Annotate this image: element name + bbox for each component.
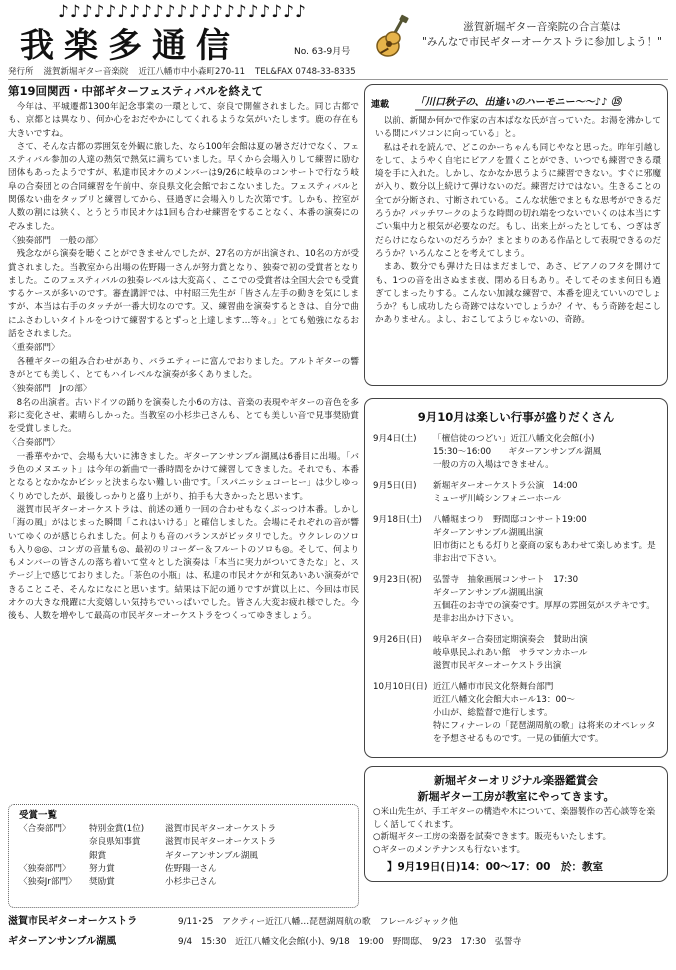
article-paragraph: 残念ながら演奏を聴くことができませんでしたが、27名の方が出演され、10名の方が受賞されました。当教室から出場の佐野陽一さんが努力賞となり、独奏で初の受賞者となりました。このフェスティバルの独奏レベルは大変高く、ここでの受賞者は全国大会でも受賞するケースが多いのです。審査講評では、中村昭三先生が「皆さん左手の動きを気にしますが、本当は右手のタッチが一番大切なのです。又、練習曲を演奏するときは、自分で曲にふさわしいタイトルをつけて練習するとずっと上達します…等々。」とても勉強になるお話をされました。	[8, 249, 359, 340]
events-box	[364, 398, 668, 758]
newsletter-title: 我楽多通信	[20, 26, 240, 66]
article-title: 第19回関西・中部ギターフェスティバルを終えて	[8, 84, 264, 98]
event-item: 10月10日(日) 近江八幡市市民文化祭舞台部門 近江八幡文化会館大ホール13：00～ 小山が、総監督で進行します。 特にフィナーレの「琵琶湖周航の歌」は将来のオペレッタを予想させるものです。一見の価値大です。	[373, 682, 656, 744]
serial-column	[364, 84, 668, 386]
awards-list	[8, 804, 359, 908]
section-heading: 〈重奏部門〉	[8, 343, 60, 354]
article-paragraph: 滋賀市民ギターオーケストラは、前述の通り一回の合わせもなくぶっつけ本番。しかし「海の風」がはじまった瞬間「これはいける」と確信しました。会場にそれぞれの音が響いてゆくのが感じられました。何よりも音のバランスがピッタリでした。ウクレレのソロも入り◎◎、コンガの音量も◎、最初のリコーダー＆フルートのソロも◎。そして、何よりもメンバーの皆さんの落ち着いて堂々とした演奏は「本当に実力がついてきたな」と、ステージ上で感じておりました。「茶色の小瓶」は、私達の市民オケが和気あいあい演奏ができることこそ、そんなになにと思います。結果は下記の通りですが賞以上に、今回は市民オケの大きな飛躍に大変嬉しい気持ちでいっぱいでした。皆さん大変お疲れ様でした。今後も、人数を増やして最高の市民ギターオーケストラをつくってゆきましょう。	[8, 504, 359, 622]
issue-number: No. 63-9月号	[294, 47, 351, 57]
instrument-fair-box	[364, 766, 668, 882]
award-row: 〈独奏部門〉 努力賞 佐野陽一さん	[19, 863, 217, 874]
fair-details: ○米山先生が、手工ギターの構造や木について、楽器製作の苦心談等を楽しく話してくれます。 ○新堀ギター工房の楽器を試奏できます。販売もいたします。 ○ギターのメンテナンスも行ないます。	[373, 807, 656, 855]
section-heading: 〈合奏部門〉	[8, 438, 60, 449]
section-heading: 〈独奏部門 Jrの部〉	[8, 384, 92, 395]
event-item: 9月23日(祝) 弘誓寺 抽象画展コンサート 17:30 ギターアンサンブル湖風出演 五個荘のお寺での演奏です。厚厚の雰囲気がステキです。是非お出かけ下さい。	[373, 575, 655, 624]
fair-title: 新堀ギターオリジナル楽器鑑賞会	[433, 774, 599, 787]
main-article	[8, 84, 359, 624]
award-row: 銀賞 ギターアンサンブル湖風	[89, 850, 258, 861]
fair-headline: 新堀ギター工房が教室にやってきます。	[417, 790, 615, 803]
serial-body: 以前、新聞か何かで作家の吉本ばなな氏が言っていた。お湯を沸かしている間にパソコンに向っている」と。 私はそれを読んで、どこのかーちゃんも同じやなと思った。昨年引越しをして、ようやく自宅にピアノを置くことができ、いつでも練習できる環境を手に入れた。しかし、なかなか思うように練習できない。すぐに邪魔が入り、数分以上続けて弾けないのだ。練習だけではない。生きることの全てが分断され、寸断されている。こんな状態でまともな思考ができるだろうか？パッチワークのような時間の切れ端をつないでいくのは本当にすごい集中力と根気が必要なのだ。もし、出来上がったとしても、つぎはぎだらけにならないのだろうか？まとまりのある作品として表現できるのだろうか？いろんなことを考えてしまう。 まあ、数分でも弾けた日はまだましで、あさ、ピアノのフタを開けても、1つの音を出さぬまま夜、閉める日もあり。そしてそのまま何日も過ぎてしまったりする。こんない加減な練習で、本番を迎えていいのでしょうか？もし成功したら奇跡ではないでしょうか？イヤ、もう奇跡を起こしかありません。よし、おこしてようじゃないの、奇跡。	[375, 116, 661, 326]
serial-tag: 連載	[371, 100, 390, 110]
event-item: 9月5日(日) 新堀ギターオーケストラ公演 14:00 ミューザ川崎シンフォニーホール	[373, 481, 578, 504]
article-paragraph: さて、そんな古都の雰囲気を外観に旅した、なら100年会館は夏の暑さだけでなく、フェスティバル参加の人達の熱気で熱気に満ちていました。早くから会場入りして練習に励む団体もあったようですが、私達市民オケのメンバーは9/26に岐阜のコンサートで行なう岐阜の合奏団との合同練習を午前中、奈良県文化会館でおこないました。フェスティバルと関係ない曲をタップリと練習してから、昼過ぎに会場入りした次第です。しかも、控室が人数の割には狭く、とうとう市民オケは1回も合わせ練習をすることなく、本番の演奏にのぞみました。	[8, 141, 359, 232]
footer-row: ギターアンサンブル湖風 9/4 15:30 近江八幡文化会館(小)、9/18 19:00 野間邸、 9/23 17:30 弘誓寺	[8, 936, 522, 947]
event-item: 9月26日(日) 岐阜ギター合奏団定期演奏会 賛助出演 岐阜県民ふれあい館 サラマンカホール 滋賀市民ギターオーケストラ出演	[373, 635, 588, 671]
event-item: 9月4日(土) 「檀信徒のつどい」近江八幡文化会館(小) 15:30～16:00 ギターアンサンブル湖風 一般の方の入場はできません。	[373, 434, 602, 470]
article-paragraph: 今年は、平城遷都1300年記念事業の一環として、奈良で開催されました。同じ古都でも、京都とは異なり、何か心をおだやかにしてくれるような気がいたします。鹿の存在も大きいですね。	[8, 102, 359, 139]
events-title: 9月10月は楽しい行事が盛りだくさん	[417, 410, 615, 424]
masthead-area	[0, 0, 676, 66]
award-row: 〈独奏Jr部門〉 奨励賞 小杉歩己さん	[19, 877, 217, 888]
header-divider	[8, 79, 668, 80]
event-item: 9月18日(土) 八幡堀まつり 野間邸コンサート19:00 ギターアンサンブル湖風出演 旧市街にともる灯りと豪商の家もあわせて楽しめます。是非お出で下さい。	[373, 515, 656, 564]
tagline: 滋賀新堀ギター音楽院の合言葉は "みんなで市民ギターオーケストラに参加しよう！"	[422, 21, 662, 48]
footer-row: 滋賀市民ギターオーケストラ 9/11･25 アクティー近江八幡…琵琶湖周航の歌 フレールジャック他	[8, 916, 458, 927]
article-paragraph: 一番華やかで、会場も大いに沸きました。ギターアンサンブル湖風は6番目に出場。「バラ色のメヌエット」は今年の新曲で一番時間をかけて練習してきました。それでも、本番となるとなかなかビシッと決まらない難しい曲です。「スパニッシュコーヒー」は少しゆっくりめでしたが、最後しっかりと盛り上がり、拍手も大きかったと思います。	[8, 451, 359, 502]
guitar-icon	[372, 14, 418, 60]
award-row: 奈良県知事賞 滋賀市民ギターオーケストラ	[89, 837, 277, 848]
article-paragraph: 8名の出演者。古いドイツの踊りを演奏した小6の方は、音楽の表現やギターの音色を多彩に変化させ、素晴らしかった。当教室の小杉歩己さんも、とても美しい音で見事奨励賞を受賞しました。	[8, 397, 359, 435]
article-paragraph: 各種ギターの組み合わせがあり、バラエティーに富んでおりました。アルトギターの響きがとても美しく、とてもハイレベルな演奏が多くありました。	[8, 356, 359, 380]
fair-datetime: 】9月19日(日)14：00～17：00 於：教室	[387, 861, 603, 874]
awards-title: 受賞一覧	[19, 810, 58, 821]
award-row: 〈合奏部門〉 特別金賞(1位) 滋賀市民ギターオーケストラ	[19, 824, 277, 834]
publisher-bar: 発行所 滋賀新堀ギター音楽院 近江八幡市中小森町270-11 TEL&FAX 0748-33-8335	[8, 67, 356, 77]
section-heading: 〈独奏部門 一般の部〉	[8, 235, 103, 246]
serial-title: 「川口秋子の、出逢いのハーモニー～～♪♪ ⑮	[415, 93, 621, 111]
footer-schedule	[8, 912, 668, 952]
music-notes-decoration: ♪♪♪♪♪♪♪♪♪♪♪♪♪♪♪♪♪♪♪♪♪	[58, 2, 307, 22]
